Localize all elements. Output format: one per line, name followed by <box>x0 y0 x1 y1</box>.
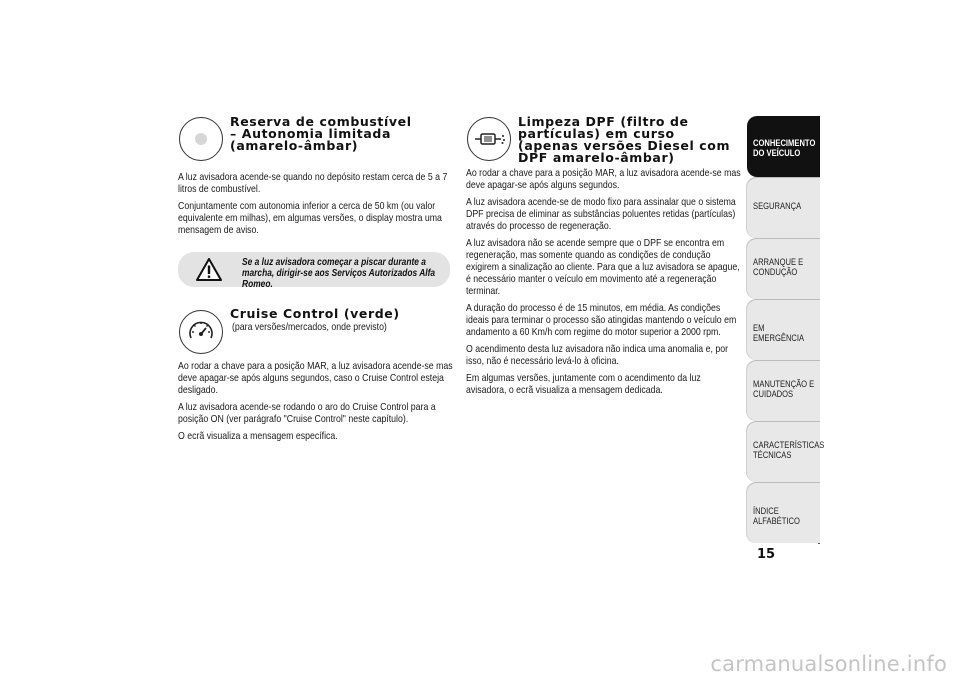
tab-label: MANUTENÇÃO E CUIDADOS <box>753 379 815 400</box>
paragraph: A luz avisadora acende-se quando no depósito restam cerca de 5 a 7 litros de combustível. <box>178 172 448 195</box>
fuel-reserve-body <box>178 172 498 242</box>
watermark: carmanualsonline.info <box>710 652 947 676</box>
tab-em-emergencia[interactable] <box>747 299 820 360</box>
tab-label: ARRANQUE E CONDUÇÃO <box>753 257 804 278</box>
tab-label: EM EMERGÊNCIA <box>753 323 805 344</box>
tab-seguranca[interactable] <box>747 177 820 238</box>
tab-label: CARACTERÍSTICAS TÉCNICAS <box>753 440 825 461</box>
tab-manutencao-e-cuidados[interactable] <box>747 360 820 421</box>
fuel-reserve-icon <box>179 117 223 161</box>
paragraph: O ecrã visualiza a mensagem específica. <box>178 431 338 442</box>
tab-label: SEGURANÇA <box>753 201 802 212</box>
warning-box <box>178 252 450 290</box>
paragraph: Ao rodar a chave para a posição MAR, a luz avisadora acende-se mas deve apagar-se após alguns segundos, caso o Cruise Control esteja desligado. <box>178 361 453 396</box>
cruise-control-subtitle: (para versões/mercados, onde previsto) <box>232 322 387 333</box>
dpf-body <box>466 168 786 402</box>
tab-label: ÍNDICE ALFABÉTICO <box>753 506 800 527</box>
paragraph: Conjuntamente com autonomia inferior a cerca de 50 km (ou valor equivalente em milhas), em algumas versões, o display mostra uma mensagem de aviso. <box>178 201 442 236</box>
paragraph: A luz avisadora não se acende sempre que o DPF se encontra em regeneração, mas somente quando as condições de condução exigirem a sinalização ao cliente. Para que a luz avisadora se apague, é necessário manter o veículo em movimento até a regeneração terminar. <box>466 238 740 297</box>
paragraph: A luz avisadora acende-se rodando o aro do Cruise Control para a posição ON (ver parágrafo "Cruise Control" neste capítulo). <box>178 402 436 425</box>
tab-caracteristicas-tecnicas[interactable] <box>747 421 825 482</box>
cruise-control-title: Cruise Control (verde) <box>230 306 400 321</box>
paragraph: A duração do processo é de 15 minutos, em média. As condições ideais para terminar o processo são atingidas mantendo o veículo em andamento a 60 Km/h com regime do motor superior a 2000 rpm. <box>466 303 737 338</box>
warning-triangle-icon <box>196 258 222 281</box>
tab-label: CONHECIMENTO DO VEÍCULO <box>753 138 816 159</box>
tab-arranque-e-conducao[interactable] <box>747 238 820 299</box>
paragraph: O acendimento desta luz avisadora não indica uma anomalia e, por isso, não é necessário levá-lo à oficina. <box>466 344 729 367</box>
paragraph: A luz avisadora acende-se de modo fixo para assinalar que o sistema DPF precisa de eliminar as substâncias poluentes retidas (partículas) através do processo de regeneração. <box>466 197 736 232</box>
fuel-reserve-title: Reserva de combustível – Autonomia limitada (amarelo-âmbar) <box>230 114 412 153</box>
cruise-control-icon <box>179 310 223 354</box>
tab-conhecimento-do-veiculo[interactable] <box>747 116 820 177</box>
dpf-title: Limpeza DPF (filtro de partículas) em curso (apenas versões Diesel com DPF amarelo-âmbar) <box>518 114 731 165</box>
cruise-control-body <box>178 361 498 448</box>
warning-text: Se a luz avisadora começar a piscar durante a marcha, dirigir-se aos Serviços Autorizados Alfa Romeo. <box>242 257 436 290</box>
page-number: 15 <box>757 547 776 562</box>
tab-indice-alfabetico[interactable] <box>747 482 820 543</box>
paragraph: Em algumas versões, juntamente com o acendimento da luz avisadora, o ecrã visualiza a mensagem dedicada. <box>466 373 701 396</box>
dpf-filter-icon <box>467 117 511 161</box>
paragraph: Ao rodar a chave para a posição MAR, a luz avisadora acende-se mas deve apagar-se após alguns segundos. <box>466 168 741 191</box>
